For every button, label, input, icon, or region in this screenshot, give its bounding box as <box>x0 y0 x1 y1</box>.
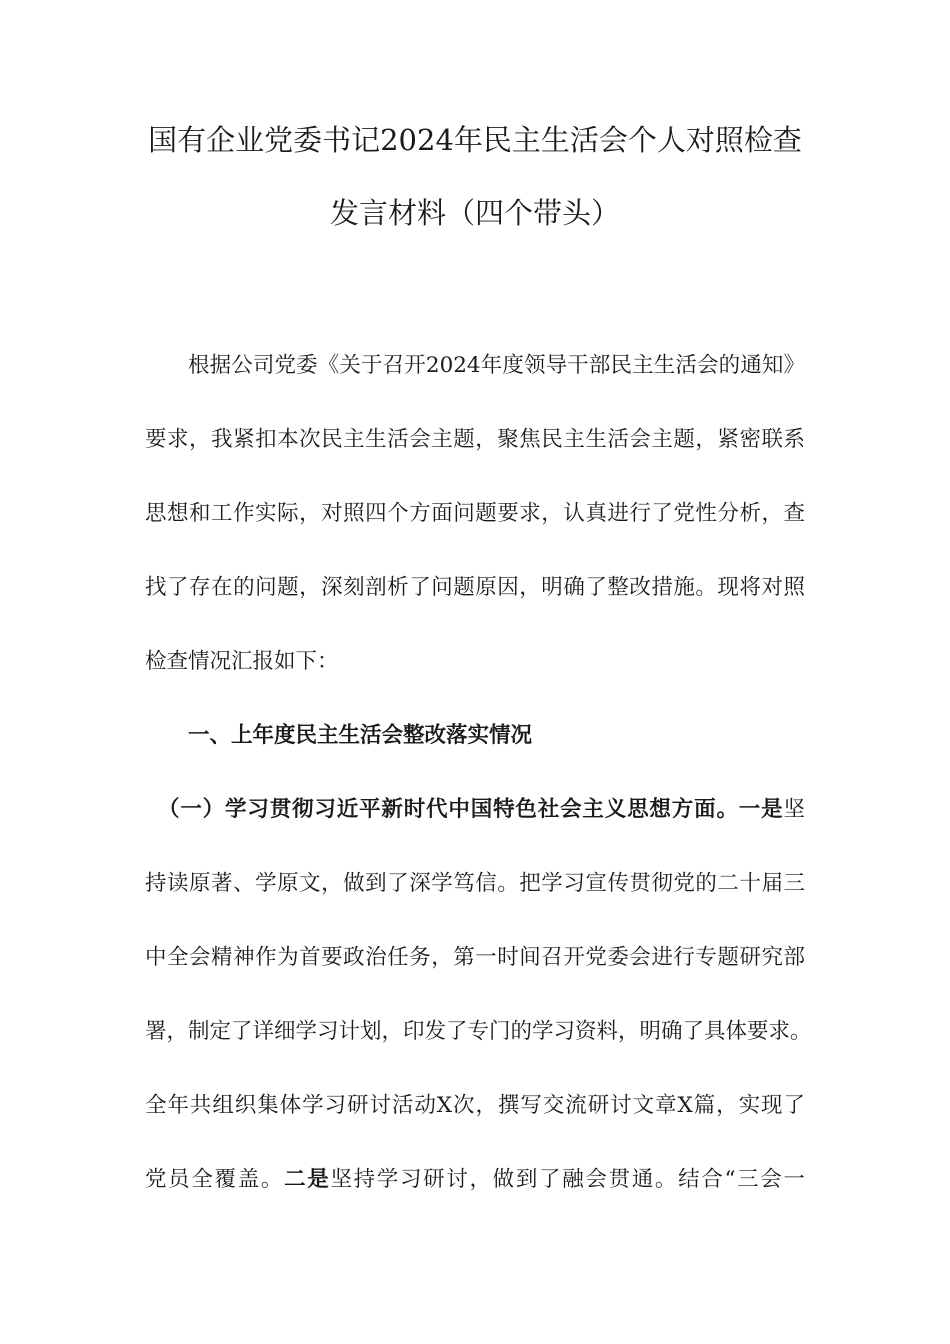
intro-line-2: 要求，我紧扣本次民主生活会主题，聚焦民主生活会主题，紧密联系 <box>145 427 805 452</box>
intro-line-4: 找了存在的问题，深刻剖析了问题原因，明确了整改措施。现将对照 <box>145 575 805 600</box>
marker-yi-shi: 一是 <box>738 797 784 822</box>
subsection-1-line-4: 署，制定了详细学习计划，印发了专门的学习资料，明确了具体要求。 <box>145 1019 812 1044</box>
subsection-1-line-1-tail: 坚 <box>783 797 805 822</box>
section-1-heading: 一、上年度民主生活会整改落实情况 <box>188 723 533 748</box>
intro-line-1: 根据公司党委《关于召开2024年度领导干部民主生活会的通知》 <box>188 353 805 378</box>
subsection-1-line-6 <box>145 1165 805 1195</box>
document-title-line-1: 国有企业党委书记2024年民主生活会个人对照检查 <box>148 123 802 157</box>
intro-line-3: 思想和工作实际，对照四个方面问题要求，认真进行了党性分析，查 <box>145 501 805 526</box>
subsection-1-line-6-tail: 坚持学习研讨，做到了融会贯通。结合“三会一 <box>330 1167 805 1192</box>
marker-er-shi: 二是 <box>284 1167 331 1192</box>
subsection-1-line-2: 持读原著、学原文，做到了深学笃信。把学习宣传贯彻党的二十届三 <box>145 871 805 896</box>
intro-line-5: 检查情况汇报如下： <box>145 649 339 674</box>
subsection-1-heading: （一）学习贯彻习近平新时代中国特色社会主义思想方面。 <box>158 797 739 822</box>
subsection-1-line-6-head: 党员全覆盖。 <box>145 1167 285 1192</box>
document-title-line-2: 发言材料（四个带头） <box>329 196 620 230</box>
subsection-1-line-3: 中全会精神作为首要政治任务，第一时间召开党委会进行专题研究部 <box>145 945 805 970</box>
subsection-1-first-line <box>158 795 805 825</box>
subsection-1-line-5: 全年共组织集体学习研讨活动X次，撰写交流研讨文章X篇，实现了 <box>145 1093 805 1118</box>
